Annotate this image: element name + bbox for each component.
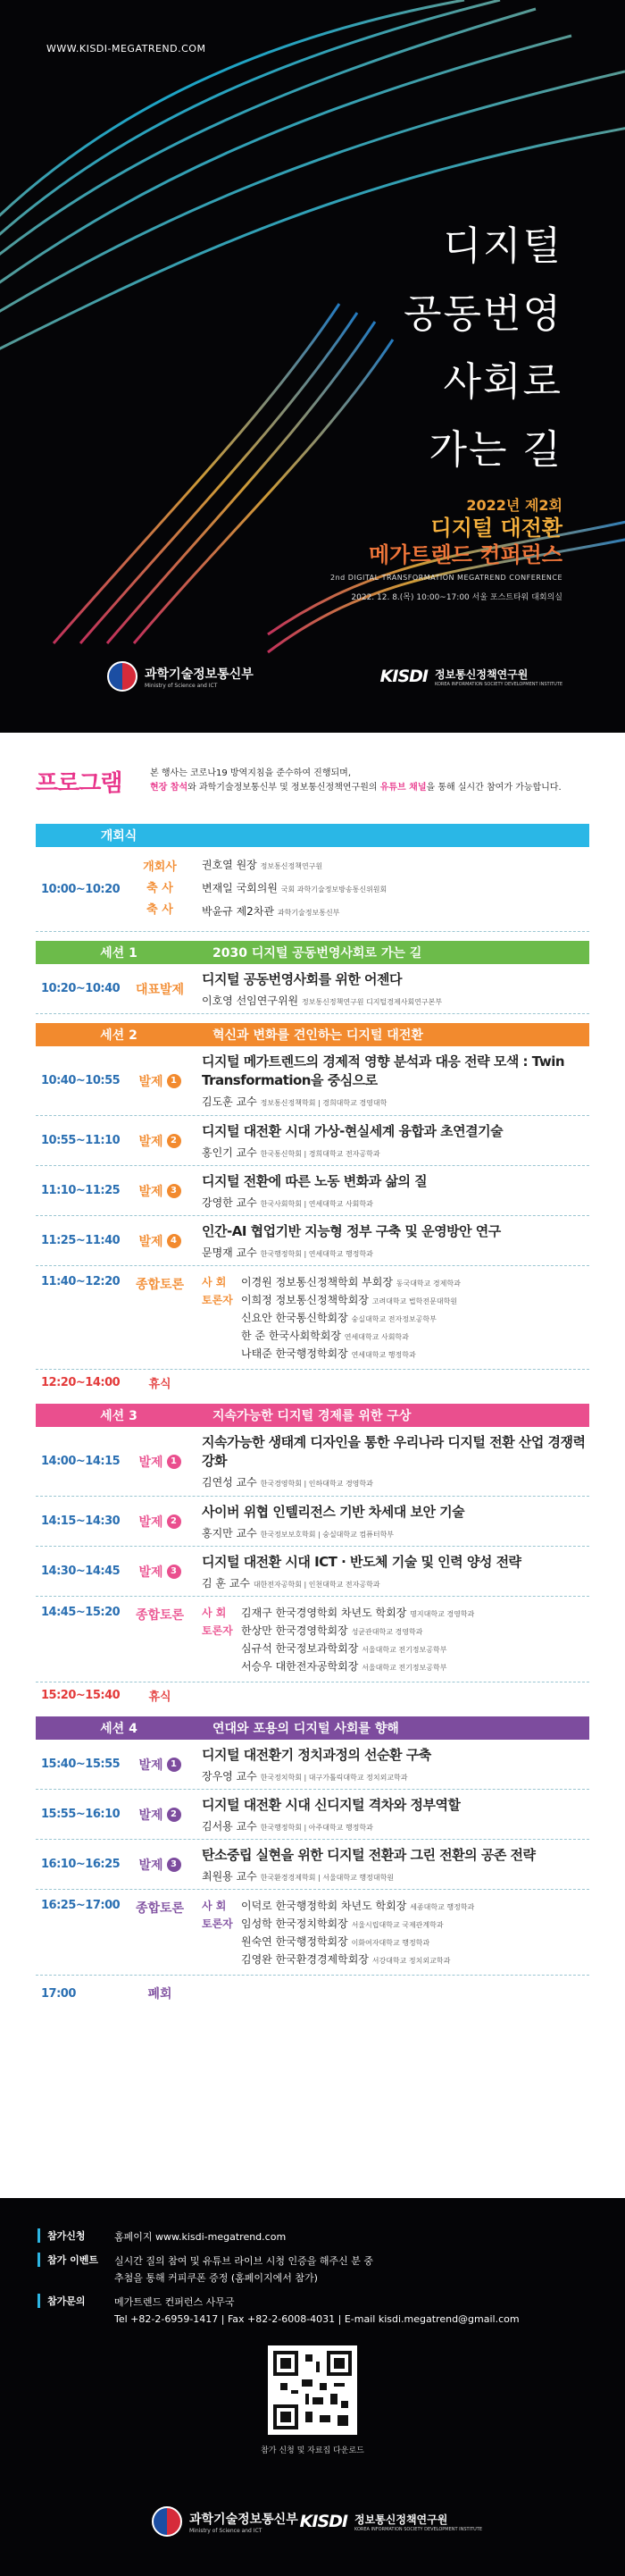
- main-title: [404, 213, 562, 484]
- footer-item: [0, 2228, 625, 2245]
- footer-line: 메가트렌드 컨퍼런스 사무국: [114, 2296, 235, 2308]
- footer-logos: [152, 2506, 482, 2537]
- talk-type-label: 발제: [138, 1184, 163, 1199]
- program-table: [36, 824, 589, 2011]
- presenter: [202, 1195, 589, 1210]
- conference-date: 2022. 12. 8.(목) 10:00~17:00 서울 포스트타워 대회의실: [351, 593, 562, 602]
- talk-type: [138, 1856, 180, 1874]
- taegeuk-icon: [152, 2506, 182, 2537]
- presenter-name: 한상만 한국경영학회장: [241, 1624, 348, 1637]
- talk-number-badge: 1: [167, 1455, 181, 1469]
- session-title: 지속가능한 디지털 경제를 위한 구상: [212, 1409, 412, 1423]
- content-cell: [202, 1122, 589, 1160]
- presenter-affiliation: 한국행정학회 | 아주대학교 행정학과: [260, 1823, 373, 1832]
- presenter-affiliation: 명지대학교 경영학과: [410, 1610, 475, 1618]
- content-cell: [202, 1271, 589, 1364]
- presenter-name: 홍지만 교수: [202, 1526, 257, 1540]
- presenter: [241, 1623, 422, 1638]
- presenter: [241, 1328, 409, 1343]
- presenter: [202, 854, 589, 877]
- presenter-affiliation: 대한전자공학회 | 인천대학교 전자공학과: [253, 1580, 380, 1589]
- type-cell: [118, 1756, 202, 1774]
- discussant: [202, 1292, 589, 1307]
- presenter-name: 김연성 교수: [202, 1476, 257, 1489]
- taegeuk-icon: [107, 661, 138, 692]
- break-row: [36, 1370, 589, 1395]
- time-cell: 16:10~16:25: [41, 1858, 121, 1871]
- presenter-affiliation: 정보통신정책연구원 디지털경제사회연구본부: [301, 997, 443, 1006]
- time-cell: 15:40~15:55: [41, 1758, 121, 1771]
- discussant-role: 토론자: [202, 1917, 233, 1930]
- footer-item-value: [114, 2228, 286, 2245]
- notice-line: 본 행사는 코로나19 방역지침을 준수하여 진행되며,: [150, 768, 351, 778]
- presenter-name: 서승우 대한전자공학회장: [241, 1660, 359, 1673]
- talk-number-badge: 2: [167, 1134, 181, 1148]
- presenter-name: 문명재 교수: [202, 1246, 257, 1259]
- talk-type-label: 발제: [138, 1565, 163, 1580]
- type-cell: 종합토론: [135, 1278, 185, 1292]
- talk-title: 디지털 대전환기 정치과정의 선순환 구축: [202, 1746, 431, 1763]
- msit-logo: [152, 2506, 298, 2537]
- presenter: [241, 1310, 437, 1325]
- discussant: [202, 1658, 589, 1674]
- content-cell: [202, 970, 589, 1008]
- table-row: [36, 1266, 589, 1370]
- presenter-name: 한 준 한국사회학회장: [241, 1330, 341, 1342]
- qr-caption: 참가 신청 및 자료집 다운로드: [261, 2446, 364, 2455]
- presenter-affiliation: 정보통신정책학회 | 경희대학교 경영대학: [260, 1099, 388, 1107]
- presenter-affiliation: 서울대학교 전기정보공학부: [362, 1664, 447, 1672]
- discussant: [202, 1916, 589, 1931]
- presenter-name: 박윤규 제2차관: [202, 905, 275, 918]
- session-label: 세션 1: [100, 946, 138, 961]
- type-cell: [118, 1182, 202, 1200]
- opening-role: 축 사: [146, 903, 173, 917]
- table-row: [36, 1840, 589, 1890]
- footer-item-label: 참가신청: [38, 2228, 114, 2243]
- notice-text: 을 통해 실시간 참여가 가능합니다.: [426, 783, 562, 793]
- type-cell: [118, 980, 202, 998]
- talk-type: [138, 1563, 180, 1581]
- talk-title: 지속가능한 생태계 디자인을 통한 우리나라 디지털 전환 산업 경쟁력 강화: [202, 1434, 586, 1469]
- time-cell: 11:10~11:25: [41, 1184, 121, 1197]
- discussant-role: 토론자: [202, 1294, 233, 1306]
- talk-type-label: 발제: [138, 1515, 163, 1530]
- msit-logo: [107, 661, 254, 692]
- time-cell: 17:00: [41, 1986, 76, 2001]
- talk-number-badge: 3: [167, 1184, 181, 1198]
- discussant: [202, 1328, 589, 1343]
- kisdi-english: KOREA INFORMATION SOCIETY DEVELOPMENT INSTITUTE: [434, 681, 562, 687]
- conference-block: [330, 494, 562, 602]
- footer: [0, 2198, 625, 2576]
- footer-item: [0, 2253, 625, 2287]
- discussant: [202, 1934, 589, 1949]
- table-row: [36, 1976, 589, 2011]
- presenter-name: 최원용 교수: [202, 1869, 257, 1883]
- time-cell: 14:15~14:30: [41, 1515, 121, 1528]
- session-band: [36, 824, 589, 847]
- time-cell: 10:00~10:20: [41, 882, 121, 896]
- discussant-role: 사 회: [202, 1900, 227, 1912]
- time-cell: 12:20~14:00: [41, 1375, 121, 1389]
- presenter-name: 김영완 한국환경경제학회장: [241, 1953, 369, 1966]
- talk-number-badge: 1: [167, 1758, 181, 1772]
- title-line: 사회로: [443, 359, 562, 405]
- presenter-affiliation: 서강대학교 정치외교학과: [371, 1957, 451, 1965]
- keynote-label: 대표발제: [135, 982, 185, 997]
- talk-title: 디지털 대전환 시대 ICT · 반도체 기술 및 인력 양성 전략: [202, 1553, 521, 1570]
- presenter: [202, 901, 589, 924]
- table-row: [36, 1597, 589, 1682]
- program-title: 프로그램: [36, 770, 122, 797]
- presenter-name: 강영한 교수: [202, 1196, 257, 1209]
- footer-item-value: [114, 2253, 373, 2287]
- presenter-name: 권호열 원장: [202, 859, 257, 871]
- footer-info: [0, 2228, 625, 2328]
- presenter: [202, 877, 589, 901]
- presenter-name: 신요안 한국통신학회장: [241, 1312, 348, 1324]
- title-line: 가는 길: [429, 427, 562, 473]
- session-band: [36, 941, 589, 964]
- presenter: [241, 1605, 474, 1620]
- presenter-name: 원숙연 한국행정학회장: [241, 1935, 348, 1948]
- table-row: [36, 964, 589, 1014]
- table-row: [36, 1046, 589, 1116]
- session-label: 세션 4: [100, 1722, 138, 1736]
- discussant: [202, 1951, 589, 1967]
- discussant: [202, 1605, 589, 1620]
- footer-item-label: 참가문의: [38, 2294, 114, 2308]
- session-label: 개회식: [100, 829, 138, 843]
- footer-item: [0, 2294, 625, 2328]
- presenter-affiliation: 연세대학교 사회학과: [344, 1333, 409, 1341]
- table-row: [36, 1740, 589, 1790]
- title-line: 디지털: [443, 223, 562, 269]
- presenter: [241, 1640, 446, 1656]
- content-cell: [202, 1503, 589, 1540]
- discussant: [202, 1640, 589, 1656]
- talk-title: 탄소중립 실현을 위한 디지털 전환과 그린 전환의 공존 전략: [202, 1846, 536, 1863]
- conference-english: 2nd DIGITAL TRANSFORMATION MEGATREND CONFERENCE: [330, 574, 562, 582]
- talk-title: 디지털 대전환 시대 신디지털 격차와 정부역할: [202, 1796, 461, 1813]
- table-row: [36, 1890, 589, 1976]
- discussant-role: 사 회: [202, 1607, 227, 1619]
- break-label: 휴식: [148, 1690, 171, 1704]
- type-cell: [118, 1563, 202, 1581]
- conference-name-1: 디지털 대전환: [430, 516, 562, 541]
- table-row: [36, 847, 589, 932]
- presenter: [202, 993, 589, 1008]
- session-band: [36, 1023, 589, 1046]
- time-cell: 14:30~14:45: [41, 1565, 121, 1578]
- type-cell: [118, 1132, 202, 1150]
- talk-number-badge: 3: [167, 1858, 181, 1872]
- discussant-role: 토론자: [202, 1624, 233, 1637]
- discussant: [202, 1623, 589, 1638]
- talk-number-badge: 4: [167, 1234, 181, 1248]
- presenter-affiliation: 한국정치학회 | 대구가톨릭대학교 정치외교학과: [260, 1773, 408, 1782]
- presenter-affiliation: 한국사회학회 | 연세대학교 사회학과: [260, 1199, 373, 1208]
- presenter-name: 임성학 한국정치학회장: [241, 1917, 348, 1930]
- type-cell: [118, 1856, 202, 1874]
- session-band: [36, 1716, 589, 1740]
- type-cell: 종합토론: [135, 1608, 185, 1623]
- presenter: [241, 1658, 446, 1674]
- content-cell: [202, 1553, 589, 1590]
- content-cell: [202, 1895, 589, 1969]
- table-row: [36, 1116, 589, 1166]
- kisdi-wordmark: KISDI: [379, 667, 428, 686]
- program-header: [36, 733, 589, 815]
- content-cell: [202, 1053, 589, 1109]
- break-row: [36, 1682, 589, 1708]
- talk-number-badge: 2: [167, 1808, 181, 1822]
- footer-line: Tel +82-2-6959-1417 | Fax +82-2-6008-4031 | E-mail kisdi.megatrend@gmail.com: [114, 2313, 520, 2325]
- msit-english: Ministry of Science and ICT: [145, 682, 218, 689]
- time-cell: 16:25~17:00: [41, 1899, 121, 1912]
- content-cell: [202, 1796, 589, 1833]
- talk-number-badge: 3: [167, 1565, 181, 1579]
- presenter-affiliation: 숭실대학교 전자정보공학부: [351, 1315, 437, 1323]
- presenter-affiliation: 한국통신학회 | 경희대학교 전자공학과: [260, 1149, 380, 1158]
- presenter-name: 김도훈 교수: [202, 1095, 257, 1108]
- talk-type-label: 발제: [138, 1858, 163, 1873]
- presenter-affiliation: 성균관대학교 경영학과: [351, 1628, 423, 1636]
- kisdi-name: 정보통신정책연구원: [354, 2513, 448, 2526]
- presenter-name: 김재구 한국경영학회 차년도 학회장: [241, 1607, 407, 1619]
- talk-type: [138, 1182, 180, 1200]
- presenter-affiliation: 세종대학교 행정학과: [410, 1903, 475, 1911]
- opening-role: 개회사: [143, 860, 177, 874]
- presenter: [241, 1934, 429, 1949]
- notice-highlight: 현장 참석: [150, 783, 188, 793]
- footer-item-label: 참가 이벤트: [38, 2253, 114, 2267]
- time-cell: 11:40~12:20: [41, 1275, 121, 1288]
- time-cell: 10:40~10:55: [41, 1074, 121, 1087]
- presenter-name: 심규석 한국정보과학회장: [241, 1642, 359, 1655]
- type-cell: [118, 1513, 202, 1531]
- talk-number-badge: 2: [167, 1515, 181, 1529]
- opening-role: 축 사: [146, 882, 173, 895]
- time-cell: 10:20~10:40: [41, 982, 121, 995]
- presenter-name: 나태준 한국행정학회장: [241, 1347, 348, 1360]
- talk-type-label: 발제: [138, 1074, 163, 1089]
- talk-title: 디지털 공동번영사회를 위한 어젠다: [202, 970, 403, 987]
- site-url: WWW.KISDI-MEGATREND.COM: [46, 43, 206, 55]
- type-cell: [118, 1453, 202, 1471]
- session-title: 혁신과 변화를 견인하는 디지털 대전환: [212, 1028, 423, 1043]
- talk-title: 디지털 메가트렌드의 경제적 영향 분석과 대응 전략 모색 : Twin Transformation을 중심으로: [202, 1053, 565, 1088]
- table-row: [36, 1216, 589, 1266]
- kisdi-logo: [300, 2512, 482, 2532]
- presenter: [241, 1916, 444, 1931]
- discussant: [202, 1346, 589, 1361]
- presenter: [241, 1951, 450, 1967]
- talk-type: [138, 1513, 180, 1531]
- presenter-affiliation: 동국대학교 경제학과: [396, 1280, 461, 1288]
- program-notice: [150, 765, 562, 795]
- content-cell: [202, 1222, 589, 1260]
- presenter: [241, 1274, 461, 1289]
- table-row: [36, 1497, 589, 1547]
- presenter-name: 이희정 정보통신정책학회장: [241, 1294, 369, 1306]
- program-section: [0, 733, 625, 2011]
- type-cell: [118, 1072, 202, 1090]
- opening-roles: [118, 857, 202, 921]
- talk-type-label: 발제: [138, 1455, 163, 1470]
- presenter: [202, 1145, 589, 1160]
- closing-label: 폐회: [147, 1987, 172, 2001]
- presenter-affiliation: 한국경영학회 | 인하대학교 경영학과: [260, 1480, 373, 1488]
- qr-code-icon: [273, 2351, 352, 2429]
- type-cell: 종합토론: [135, 1901, 185, 1916]
- kisdi-logo: [380, 667, 562, 687]
- presenter: [241, 1292, 457, 1307]
- presenter-name: 변재일 국회의원: [202, 882, 278, 894]
- session-title: 2030 디지털 공동번영사회로 가는 길: [212, 946, 422, 961]
- msit-name: 과학기술정보통신부: [189, 2512, 298, 2527]
- talk-type-label: 발제: [138, 1234, 163, 1249]
- presenter-affiliation: 이화여자대학교 행정학과: [351, 1939, 430, 1947]
- time-cell: 14:45~15:20: [41, 1606, 121, 1619]
- msit-english: Ministry of Science and ICT: [189, 2527, 262, 2534]
- kisdi-name: 정보통신정책연구원: [434, 667, 529, 681]
- presenter: [241, 1898, 474, 1913]
- talk-type: [138, 1232, 180, 1250]
- presenter: [241, 1346, 416, 1361]
- presenter-affiliation: 한국환경경제학회 | 서울대학교 행정대학원: [260, 1873, 395, 1882]
- content-cell: [202, 1172, 589, 1210]
- conference-edition: 2022년 제2회: [466, 497, 562, 514]
- presenter-affiliation: 연세대학교 행정학과: [351, 1351, 416, 1359]
- time-cell: 15:20~15:40: [41, 1688, 121, 1702]
- type-cell: [118, 1232, 202, 1250]
- presenter-name: 홍인기 교수: [202, 1145, 257, 1159]
- talk-type-label: 발제: [138, 1758, 163, 1773]
- presenter-name: 김서용 교수: [202, 1819, 257, 1833]
- footer-line: 실시간 질의 참여 및 유튜브 라이브 시청 인증을 해주신 분 중: [114, 2255, 373, 2267]
- presenter-name: 이경원 정보통신정책학회 부회장: [241, 1276, 393, 1288]
- presenter: [202, 1818, 589, 1833]
- title-line: 공동번영: [403, 291, 562, 337]
- presenter-affiliation: 과학기술정보통신부: [277, 909, 340, 917]
- talk-type: [138, 1756, 180, 1774]
- presenter: [202, 1094, 589, 1109]
- presenter-affiliation: 한국행정학회 | 연세대학교 행정학과: [260, 1249, 373, 1258]
- presenter: [202, 1575, 589, 1590]
- footer-item-value: [114, 2294, 520, 2328]
- msit-name: 과학기술정보통신부: [145, 667, 254, 682]
- type-cell: [118, 1806, 202, 1824]
- talk-title: 인간-AI 협업기반 지능형 정부 구축 및 운영방안 연구: [202, 1222, 501, 1239]
- talk-title: 사이버 위협 인텔리전스 기반 차세대 보안 기술: [202, 1503, 465, 1520]
- footer-line: 추첨을 통해 커피쿠폰 증정 (홈페이지에서 참가): [114, 2272, 318, 2284]
- presenter-affiliation: 서울시립대학교 국제관계학과: [351, 1921, 444, 1929]
- content-cell: [202, 1433, 589, 1489]
- presenter: [202, 1245, 589, 1260]
- presenter: [202, 1525, 589, 1540]
- notice-text: 와 과학기술정보통신부 및 정보통신정책연구원의: [188, 783, 380, 793]
- host-logos: [107, 661, 562, 692]
- presenter: [202, 1868, 589, 1884]
- talk-type: [138, 1132, 180, 1150]
- time-cell: 15:55~16:10: [41, 1808, 121, 1821]
- presenter-affiliation: 서울대학교 전기정보공학부: [362, 1646, 447, 1654]
- presenter-affiliation: 한국정보보호학회 | 숭실대학교 컴퓨터학부: [260, 1530, 395, 1539]
- session-title: 연대와 포용의 디지털 사회를 향해: [212, 1722, 399, 1736]
- content-cell: [202, 854, 589, 924]
- hero-banner: [0, 0, 625, 733]
- presenter-name: 김 훈 교수: [202, 1576, 250, 1590]
- talk-type-label: 발제: [138, 1134, 163, 1149]
- kisdi-english: KOREA INFORMATION SOCIETY DEVELOPMENT INSTITUTE: [354, 2526, 482, 2532]
- table-row: [36, 1166, 589, 1216]
- table-row: [36, 1547, 589, 1597]
- talk-type: [138, 1453, 180, 1471]
- time-cell: 14:00~14:15: [41, 1455, 121, 1468]
- presenter-affiliation: 국회 과학기술정보방송통신위원회: [280, 885, 388, 894]
- footer-line: 홈페이지 www.kisdi-megatrend.com: [114, 2231, 287, 2243]
- break-label: 휴식: [148, 1377, 171, 1391]
- kisdi-wordmark: KISDI: [299, 2512, 347, 2531]
- content-cell: [202, 1746, 589, 1783]
- talk-title: 디지털 대전환 시대 가상-현실세계 융합과 초연결기술: [202, 1122, 504, 1139]
- session-band: [36, 1404, 589, 1427]
- presenter: [202, 1768, 589, 1783]
- presenter: [202, 1474, 589, 1489]
- talk-type: [138, 1806, 180, 1824]
- qr-code[interactable]: [268, 2345, 357, 2435]
- talk-title: 디지털 전환에 따른 노동 변화과 삶의 질: [202, 1172, 428, 1189]
- conference-name-2: 메가트렌드 컨퍼런스: [368, 542, 562, 567]
- content-cell: [202, 1846, 589, 1884]
- session-label: 세션 3: [100, 1409, 138, 1423]
- talk-type-label: 발제: [138, 1808, 163, 1823]
- notice-highlight: 유튜브 채널: [379, 783, 427, 793]
- presenter-name: 이호영 선임연구위원: [202, 994, 299, 1007]
- time-cell: 11:25~11:40: [41, 1234, 121, 1247]
- discussant-role: 사 회: [202, 1276, 227, 1288]
- content-cell: [202, 1602, 589, 1676]
- discussant: [202, 1898, 589, 1913]
- table-row: [36, 1790, 589, 1840]
- discussant: [202, 1310, 589, 1325]
- talk-type: [138, 1072, 180, 1090]
- table-row: [36, 1427, 589, 1497]
- presenter-affiliation: 정보통신정책연구원: [260, 862, 323, 870]
- talk-number-badge: 1: [167, 1074, 181, 1088]
- discussant: [202, 1274, 589, 1289]
- presenter-name: 이덕로 한국행정학회 차년도 학회장: [241, 1900, 407, 1912]
- time-cell: 10:55~11:10: [41, 1134, 121, 1147]
- presenter-affiliation: 고려대학교 법학전문대학원: [371, 1297, 458, 1305]
- session-label: 세션 2: [100, 1028, 138, 1043]
- presenter-name: 장우영 교수: [202, 1769, 257, 1783]
